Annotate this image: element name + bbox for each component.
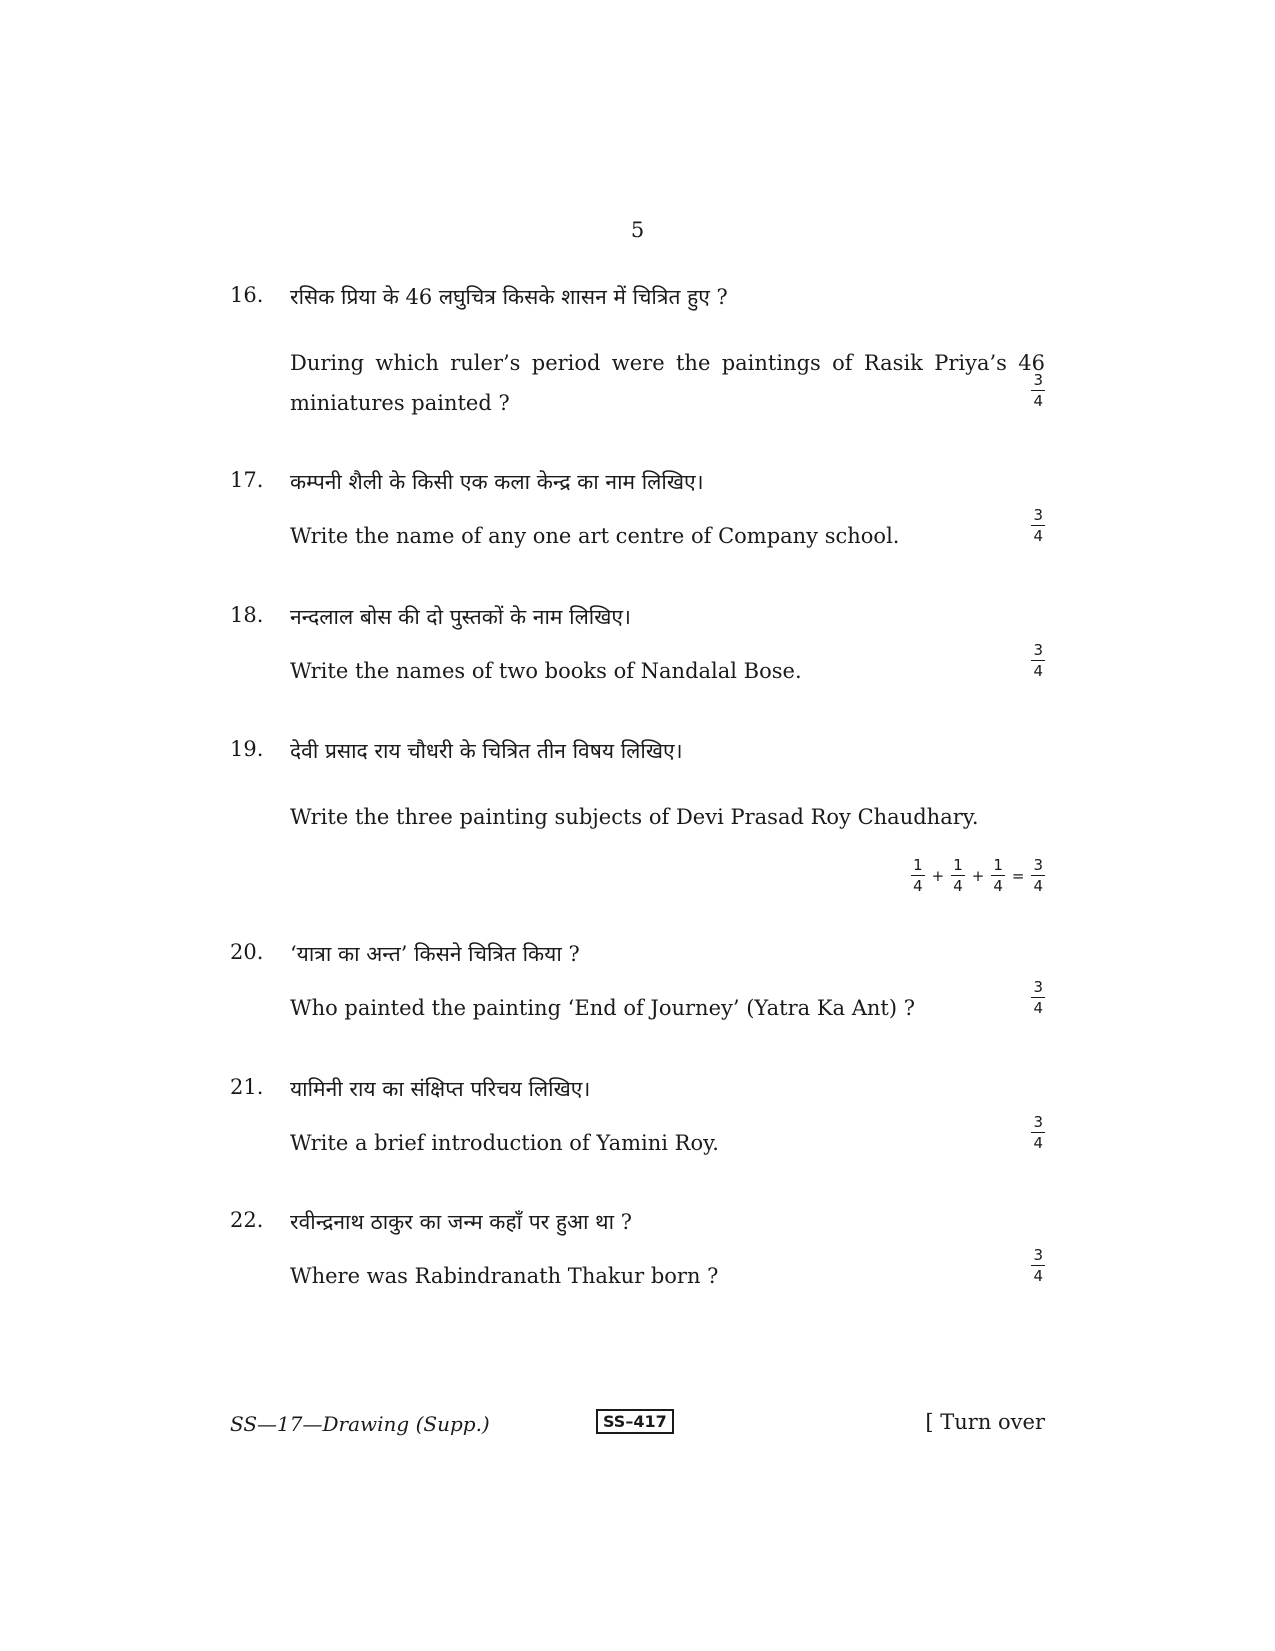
question-english: Write the names of two books of Nandalal Bose.: [290, 659, 802, 683]
marks-denominator: 4: [1033, 1134, 1043, 1152]
question-hindi: देवी प्रसाद राय चौधरी के चित्रित तीन विषय लिखिए।: [290, 739, 683, 763]
question-number: 22.: [230, 1208, 264, 1232]
question-20: [230, 940, 1045, 1030]
marks: [1031, 1115, 1045, 1151]
marks: [1031, 980, 1045, 1016]
marks-numerator: 3: [1033, 1246, 1043, 1264]
marks-part: [951, 858, 965, 894]
marks: [1031, 1248, 1045, 1284]
marks-numerator: 3: [1033, 371, 1043, 389]
equals-sign: =: [1011, 867, 1025, 885]
question-number: 18.: [230, 603, 264, 627]
question-english: Write the three painting subjects of Devi Prasad Roy Chaudhary.: [290, 805, 979, 829]
question-english: Who painted the painting ‘End of Journey’ (Yatra Ka Ant) ?: [290, 996, 915, 1020]
marks-numerator: 3: [1033, 506, 1043, 524]
marks-numerator: 3: [1033, 1113, 1043, 1131]
marks-numerator: 3: [1033, 856, 1043, 874]
question-hindi: यामिनी राय का संक्षिप्त परिचय लिखिए।: [290, 1077, 591, 1101]
marks-total: [1031, 858, 1045, 894]
question-17: [230, 468, 1045, 558]
question-number: 16.: [230, 283, 264, 307]
footer-paper-code: SS–417: [596, 1409, 674, 1434]
marks: [1031, 373, 1045, 409]
marks-numerator: 1: [993, 856, 1003, 874]
marks-denominator: 4: [1033, 392, 1043, 410]
question-number: 21.: [230, 1075, 264, 1099]
marks-numerator: 1: [913, 856, 923, 874]
plus-sign: +: [971, 867, 985, 885]
marks: [1031, 508, 1045, 544]
marks-numerator: 3: [1033, 641, 1043, 659]
question-hindi: ‘यात्रा का अन्त’ किसने चित्रित किया ?: [290, 942, 580, 966]
question-number: 17.: [230, 468, 264, 492]
question-english: Write a brief introduction of Yamini Roy.: [290, 1131, 719, 1155]
question-22: [230, 1208, 1045, 1298]
marks: [1031, 643, 1045, 679]
marks-denominator: 4: [993, 877, 1003, 895]
marks-denominator: 4: [1033, 1267, 1043, 1285]
question-english: Write the name of any one art centre of Company school.: [290, 524, 900, 548]
question-19: [230, 737, 1045, 917]
marks-denominator: 4: [1033, 877, 1043, 895]
marks-denominator: 4: [953, 877, 963, 895]
page-number: 5: [630, 218, 645, 242]
question-english: During which ruler’s period were the paintings of Rasik Priya’s 46 miniatures painted ?: [290, 351, 1045, 415]
marks-numerator: 3: [1033, 978, 1043, 996]
plus-sign: +: [931, 867, 945, 885]
marks-numerator: 1: [953, 856, 963, 874]
question-hindi: नन्दलाल बोस की दो पुस्तकों के नाम लिखिए।: [290, 605, 631, 629]
question-18: [230, 603, 1045, 693]
question-number: 19.: [230, 737, 264, 761]
marks-denominator: 4: [1033, 999, 1043, 1017]
marks-denominator: 4: [913, 877, 923, 895]
question-number: 20.: [230, 940, 264, 964]
footer-paper-title: SS—17—Drawing (Supp.): [230, 1412, 490, 1436]
question-hindi: कम्पनी शैली के किसी एक कला केन्द्र का नाम लिखिए।: [290, 470, 704, 494]
question-hindi: रसिक प्रिया के 46 लघुचित्र किसके शासन में चित्रित हुए ?: [290, 285, 728, 309]
footer-turn-over: [ Turn over: [925, 1410, 1045, 1434]
marks-part: [991, 858, 1005, 894]
question-16: [230, 283, 1045, 423]
question-21: [230, 1075, 1045, 1165]
marks-denominator: 4: [1033, 662, 1043, 680]
question-english: Where was Rabindranath Thakur born ?: [290, 1264, 719, 1288]
marks-denominator: 4: [1033, 527, 1043, 545]
question-hindi: रवीन्द्रनाथ ठाकुर का जन्म कहाँ पर हुआ था ?: [290, 1210, 632, 1234]
marks-breakdown: [911, 858, 1045, 894]
marks-part: [911, 858, 925, 894]
